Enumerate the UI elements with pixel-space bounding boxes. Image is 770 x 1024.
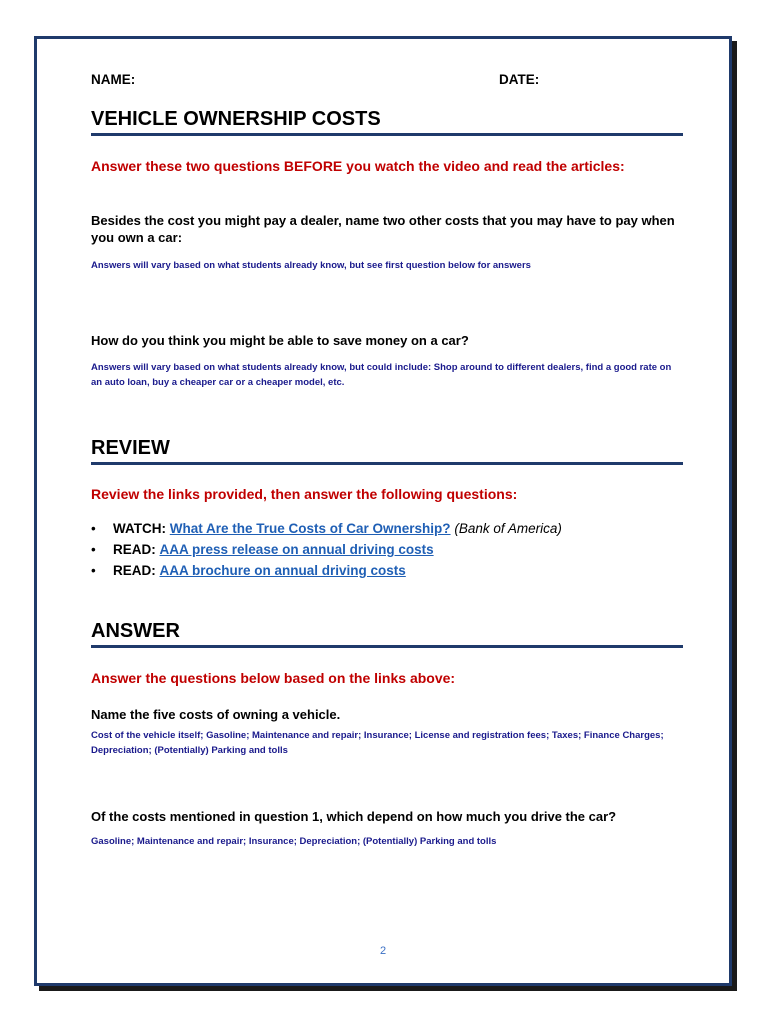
instruction-before-video: Answer these two questions BEFORE you watch the video and read the articles: <box>91 158 625 174</box>
instruction-review-links: Review the links provided, then answer the following questions: <box>91 486 518 502</box>
section-title-answer: ANSWER <box>91 619 683 648</box>
list-item <box>91 560 683 581</box>
question-five-costs: Name the five costs of owning a vehicle. <box>91 707 341 722</box>
review-links-list <box>91 518 683 581</box>
true-costs-video-link[interactable]: What Are the True Costs of Car Ownership? <box>169 521 451 536</box>
aaa-brochure-link[interactable]: AAA brochure on annual driving costs <box>159 563 406 578</box>
bullet: • <box>91 563 96 578</box>
name-label: NAME: <box>91 72 136 87</box>
section-title-ownership-costs: VEHICLE OWNERSHIP COSTS <box>91 107 683 136</box>
link-label: WATCH: <box>113 521 166 536</box>
page-number: 2 <box>379 945 387 957</box>
link-source: (Bank of America) <box>454 521 562 536</box>
header-row <box>91 72 677 87</box>
question-other-costs: Besides the cost you might pay a dealer, name two other costs that you may have to pay when you own a car: <box>91 213 675 245</box>
answer-other-costs: Answers will vary based on what students already know, but see first question below for answers <box>91 260 531 271</box>
aaa-press-release-link[interactable]: AAA press release on annual driving costs <box>159 542 434 557</box>
answer-five-costs: Cost of the vehicle itself; Gasoline; Maintenance and repair; Insurance; License and registration fees; Taxes; Finance Charges; Depreciation; (Potentially) Parking and tolls <box>91 730 664 756</box>
question-save-money: How do you think you might be able to save money on a car? <box>91 333 469 348</box>
document-page <box>34 36 732 986</box>
list-item <box>91 539 683 560</box>
question-driving-costs: Of the costs mentioned in question 1, which depend on how much you drive the car? <box>91 809 617 824</box>
bullet: • <box>91 542 96 557</box>
link-label: READ: <box>113 563 156 578</box>
section-title-review: REVIEW <box>91 436 683 465</box>
link-label: READ: <box>113 542 156 557</box>
instruction-answer-below: Answer the questions below based on the links above: <box>91 670 456 686</box>
answer-save-money: Answers will vary based on what students already know, but could include: Shop around to different dealers, find a good rate on an auto loan, buy a cheaper car or a cheaper model, etc. <box>91 362 672 388</box>
date-label: DATE: <box>499 72 540 87</box>
bullet: • <box>91 521 96 536</box>
answer-driving-costs: Gasoline; Maintenance and repair; Insurance; Depreciation; (Potentially) Parking and tolls <box>91 836 497 847</box>
list-item <box>91 518 683 539</box>
